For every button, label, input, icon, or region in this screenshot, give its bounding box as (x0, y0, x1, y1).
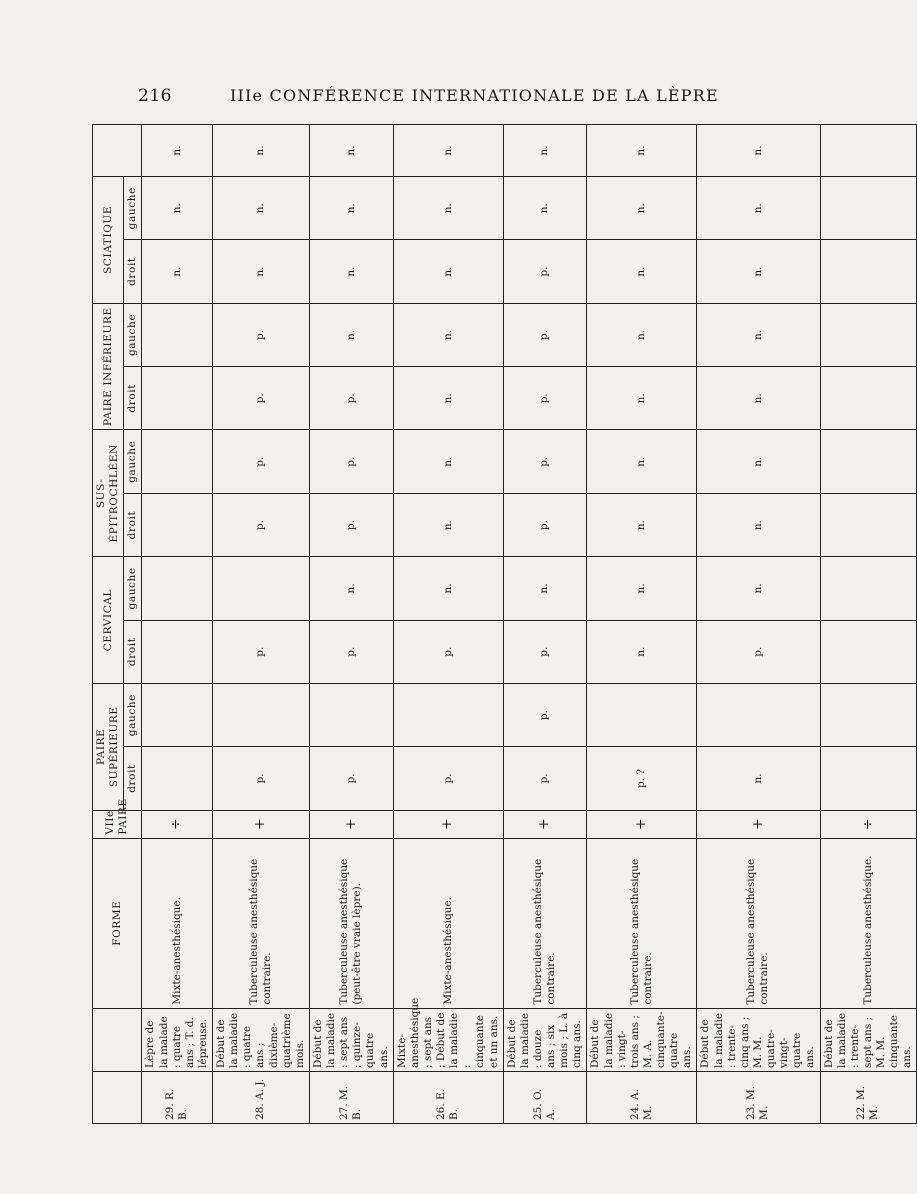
patient-id-cell: 23. M. M. (697, 1072, 820, 1124)
finding-cell (820, 367, 917, 430)
table-row (142, 125, 213, 1124)
header-group-3: SUS-ÉPITROCHLÉEN (93, 430, 124, 557)
finding-cell: n. (697, 303, 820, 366)
finding-cell: p. (697, 620, 820, 683)
sign-cell: + (309, 810, 393, 838)
form-cell: Tuberculeuse anesthésique contraire. (213, 838, 310, 1008)
sign-cell: ÷ (142, 810, 213, 838)
finding-cell: n. (697, 557, 820, 620)
finding-cell: n. (142, 240, 213, 303)
finding-cell: p. (213, 303, 310, 366)
finding-cell: n. (587, 303, 697, 366)
patient-id-cell: 24. A. M. (587, 1072, 697, 1124)
table-row (697, 125, 820, 1124)
finding-cell: n. (587, 367, 697, 430)
sign-cell: + (393, 810, 503, 838)
description-cell: Début de la maladie : trente-cinq ans ; M. M. quatre-vingt-quatre ans. (697, 1008, 820, 1071)
finding-cell: p. (213, 620, 310, 683)
finding-cell: n. (393, 493, 503, 556)
finding-cell (820, 747, 917, 810)
finding-cell: n. (309, 303, 393, 366)
finding-cell (820, 177, 917, 240)
finding-cell (142, 557, 213, 620)
finding-cell: p. (213, 430, 310, 493)
header-group-5: SCIATIQUE (93, 177, 124, 304)
form-cell: Tuberculeuse anesthésique contraire. (503, 838, 587, 1008)
header-group-2: CERVICAL (93, 557, 124, 684)
finding-cell: n. (393, 430, 503, 493)
last-cell: n. (697, 125, 820, 177)
finding-cell: p. (503, 367, 587, 430)
finding-cell: n. (393, 303, 503, 366)
running-title: IIIe CONFÉRENCE INTERNATIONALE DE LA LÈPRE (230, 86, 719, 105)
leprosy-table (92, 124, 917, 1124)
description-cell: Début de la maladie : trente-sept ans ; M. M. cinquante ans. (820, 1008, 917, 1071)
finding-cell: n. (213, 177, 310, 240)
finding-cell (587, 683, 697, 746)
column-header: droit (124, 620, 142, 683)
group-header-row (93, 125, 124, 1124)
finding-cell: p. (309, 620, 393, 683)
finding-cell (820, 240, 917, 303)
table-row (820, 125, 917, 1124)
header-last (93, 125, 142, 177)
finding-cell: n. (587, 557, 697, 620)
header-id (93, 1072, 142, 1124)
header-group-4: PAIRE INFÉRIEURE (93, 303, 124, 430)
finding-cell: p. (503, 493, 587, 556)
last-cell: n. (142, 125, 213, 177)
finding-cell: n. (503, 177, 587, 240)
description-cell: Début de la maladie : sept ans ; quinze-quatre ans. (309, 1008, 393, 1071)
column-header: gauche (124, 557, 142, 620)
finding-cell: n. (393, 367, 503, 430)
last-cell: n. (213, 125, 310, 177)
finding-cell (142, 367, 213, 430)
rotated-table-container (92, 124, 914, 1124)
finding-cell: n. (697, 493, 820, 556)
description-cell: Début de la maladie : douze ans ; six mois ; L. à cinq ans. (503, 1008, 587, 1071)
column-header: droit (124, 367, 142, 430)
finding-cell: p. (309, 747, 393, 810)
patient-id-cell: 22. M. M. (820, 1072, 917, 1124)
column-header: droit (124, 240, 142, 303)
finding-cell: n. (587, 493, 697, 556)
finding-cell (213, 557, 310, 620)
column-header: gauche (124, 430, 142, 493)
patient-id-cell: 27. M. B. (309, 1072, 393, 1124)
finding-cell: p. (309, 367, 393, 430)
finding-cell: n. (213, 240, 310, 303)
finding-cell: p. (503, 747, 587, 810)
form-cell: Tuberculeuse anesthésique (peut-être vraie lèpre). (309, 838, 393, 1008)
finding-cell: n. (309, 240, 393, 303)
finding-cell (142, 683, 213, 746)
finding-cell: n. (697, 177, 820, 240)
header-sign: VIIe PAIRE (93, 810, 142, 838)
form-cell: Mixte-anesthésique. (393, 838, 503, 1008)
last-cell: n. (503, 125, 587, 177)
header-desc (93, 1008, 142, 1071)
finding-cell: n. (309, 557, 393, 620)
finding-cell: p. ? (587, 747, 697, 810)
finding-cell (820, 683, 917, 746)
patient-id-cell: 28. A. J. (213, 1072, 310, 1124)
finding-cell: p. (503, 430, 587, 493)
finding-cell (142, 303, 213, 366)
form-cell: Tuberculeuse anesthésique contraire. (697, 838, 820, 1008)
finding-cell: n. (393, 557, 503, 620)
patient-id-cell: 25. O. A. (503, 1072, 587, 1124)
finding-cell (142, 493, 213, 556)
finding-cell: n. (393, 240, 503, 303)
page-header (0, 86, 800, 112)
last-cell (820, 125, 917, 177)
header-form: FORME (93, 838, 142, 1008)
table-row (309, 125, 393, 1124)
finding-cell (213, 683, 310, 746)
finding-cell (697, 683, 820, 746)
finding-cell (820, 557, 917, 620)
table-row (587, 125, 697, 1124)
last-cell: n. (393, 125, 503, 177)
table-row (503, 125, 587, 1124)
last-cell: n. (309, 125, 393, 177)
sign-cell: ÷ (820, 810, 917, 838)
finding-cell: p. (393, 747, 503, 810)
finding-cell: p. (393, 620, 503, 683)
finding-cell: n. (309, 177, 393, 240)
sign-cell: + (587, 810, 697, 838)
form-cell: Mixte-anesthésique. (142, 838, 213, 1008)
column-header: droit (124, 493, 142, 556)
column-header: droit (124, 747, 142, 810)
table-row (213, 125, 310, 1124)
description-cell: Début de la maladie : quatre ans ; dixième-quatrième mois. (213, 1008, 310, 1071)
column-header: gauche (124, 683, 142, 746)
finding-cell: n. (697, 367, 820, 430)
last-cell: n. (587, 125, 697, 177)
description-cell: Début de la maladie : vingt-trois ans ; M. A. cinquante-quatre ans. (587, 1008, 697, 1071)
column-header: gauche (124, 303, 142, 366)
finding-cell: n. (393, 177, 503, 240)
table-frame (92, 124, 914, 1124)
finding-cell: p. (213, 367, 310, 430)
finding-cell: p. (309, 430, 393, 493)
finding-cell: p. (503, 620, 587, 683)
finding-cell: p. (503, 303, 587, 366)
form-cell: Tuberculeuse anesthésique. (820, 838, 917, 1008)
form-cell: Tuberculeuse anesthésique contraire. (587, 838, 697, 1008)
sign-cell: + (213, 810, 310, 838)
finding-cell: n. (503, 557, 587, 620)
finding-cell: n. (697, 747, 820, 810)
table-row (393, 125, 503, 1124)
sign-cell: + (697, 810, 820, 838)
finding-cell (309, 683, 393, 746)
finding-cell (142, 620, 213, 683)
finding-cell: p. (213, 493, 310, 556)
finding-cell (393, 683, 503, 746)
sign-cell: + (503, 810, 587, 838)
page-number: 216 (138, 86, 172, 106)
finding-cell: p. (309, 493, 393, 556)
table-body (142, 125, 917, 1124)
patient-id-cell: 26. E. B. (393, 1072, 503, 1124)
patient-id-cell: 29. R. B. (142, 1072, 213, 1124)
finding-cell: n. (587, 430, 697, 493)
finding-cell (820, 303, 917, 366)
finding-cell: p. (503, 683, 587, 746)
finding-cell: n. (142, 177, 213, 240)
finding-cell: n. (587, 240, 697, 303)
finding-cell: n. (697, 240, 820, 303)
finding-cell (820, 493, 917, 556)
finding-cell (142, 430, 213, 493)
header-group-1: PAIRE SUPÉRIEURE (93, 683, 124, 810)
finding-cell: p. (503, 240, 587, 303)
column-header: gauche (124, 177, 142, 240)
description-cell: Mixte-anesthésique ; sept ans ; Début de la maladie : cinquante et un ans. (393, 1008, 503, 1071)
finding-cell: p. (213, 747, 310, 810)
finding-cell: n. (587, 177, 697, 240)
finding-cell: n. (587, 620, 697, 683)
finding-cell: n. (697, 430, 820, 493)
finding-cell (820, 620, 917, 683)
finding-cell (142, 747, 213, 810)
description-cell: Lèpre de la malade : quatre ans ; T. d. lépreuse. (142, 1008, 213, 1071)
finding-cell (820, 430, 917, 493)
